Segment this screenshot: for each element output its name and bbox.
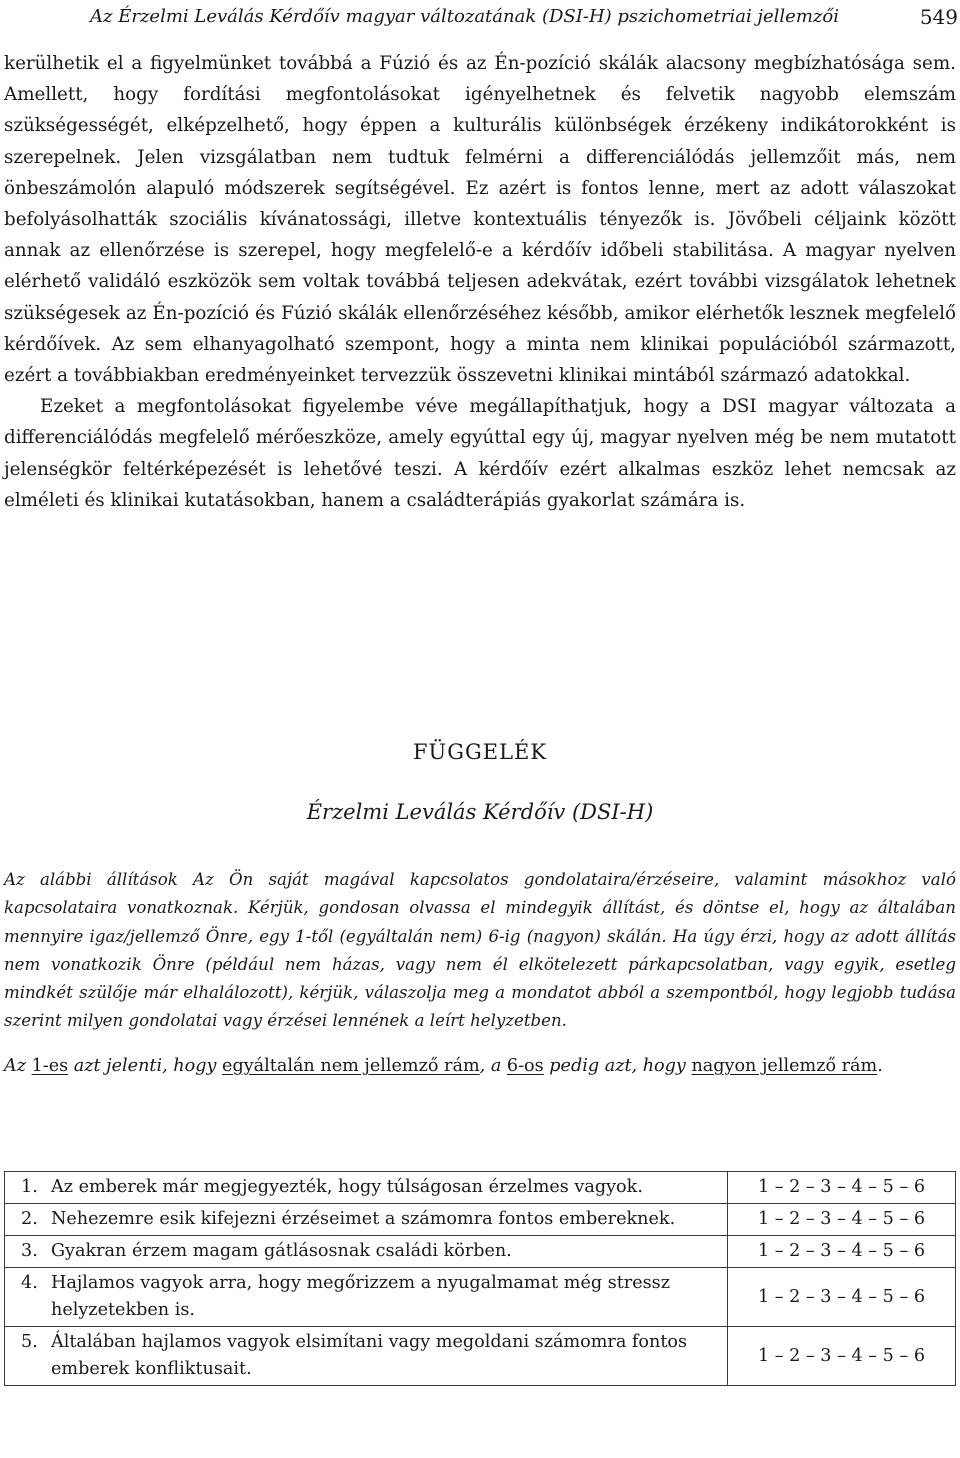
item-statement — [5, 1172, 728, 1204]
scale-note-underlined: 1-es — [31, 1056, 69, 1076]
scale-note-text: Az — [4, 1056, 32, 1076]
appendix-subtitle: Érzelmi Leválás Kérdőív (DSI-H) — [306, 800, 654, 824]
questionnaire-items-table — [4, 1171, 956, 1386]
scale-note-underlined: nagyon jellemző rám — [691, 1056, 878, 1076]
item-text: Nehezemre esik kifejezni érzéseimet a számomra fontos embereknek. — [51, 1209, 676, 1229]
item-statement — [5, 1236, 728, 1268]
table-row — [5, 1236, 956, 1268]
scale-note-text: , a — [479, 1056, 507, 1076]
table-row — [5, 1204, 956, 1236]
item-text: Hajlamos vagyok arra, hogy megőrizzem a nyugalmamat még stressz helyzetekben is. — [51, 1273, 670, 1320]
item-text: Gyakran érzem magam gátlásosnak családi körben. — [51, 1241, 512, 1261]
item-rating-scale: 1 – 2 – 3 – 4 – 5 – 6 — [728, 1236, 956, 1268]
table-row — [5, 1172, 956, 1204]
table-row — [5, 1268, 956, 1327]
scale-note-underlined: egyáltalán nem jellemző rám — [222, 1056, 480, 1076]
item-rating-scale: 1 – 2 – 3 – 4 – 5 – 6 — [728, 1327, 956, 1386]
appendix-title: FÜGGELÉK — [412, 740, 548, 764]
body-text — [4, 48, 956, 516]
scale-explanation — [4, 1052, 956, 1082]
item-rating-scale: 1 – 2 – 3 – 4 – 5 – 6 — [728, 1204, 956, 1236]
item-text: Az emberek már megjegyezték, hogy túlságosan érzelmes vagyok. — [51, 1177, 643, 1197]
item-number: 3. — [21, 1241, 38, 1261]
scale-note-text: pedig azt, hogy — [543, 1056, 692, 1076]
paragraph-1: kerülhetik el a figyelmünket továbbá a Fúzió és az Én-pozíció skálák alacsony megbízhatósága sem. Amellett, hogy fordítási megfontolásokat igényelhetnek és felvetik nagyobb elemszám szükségességét, elképzelhető, hogy éppen a kulturális különbségek érzékeny indikátorokként is szerepelnek. Jelen vizsgálatban nem tudtuk felmérni a differenciálódás jellemzőit más, nem önbeszámolón alapuló módszerek segítségével. Ez azért is fontos lenne, mert az adott válaszokat befolyásolhatták szociális kívánatossági, illetve kontextuális tényezők is. Jövőbeli céljaink között annak az ellenőrzése is szerepel, hogy megfelelő-e a kérdőív időbeli stabilitása. A magyar nyelven elérhető validáló eszközök sem voltak továbbá teljesen adekvátak, ezért további vizsgálatok lehetnek szükségesek az Én-pozíció és Fúzió skálák ellenőrzéséhez később, amikor elérhetők lesznek megfelelő kérdőívek. Az sem elhanyagolható szempont, hogy a minta nem klinikai populációból származott, ezért a továbbiakban eredményeinket tervezzük összevetni klinikai mintából származó adatokkal. — [4, 53, 956, 387]
item-text: Általában hajlamos vagyok elsimítani vagy megoldani számomra fontos emberek konfliktusait. — [51, 1332, 688, 1379]
item-rating-scale: 1 – 2 – 3 – 4 – 5 – 6 — [728, 1172, 956, 1204]
running-title: Az Érzelmi Leválás Kérdőív magyar változatának (DSI-H) pszichometriai jellemzői — [90, 6, 839, 27]
scale-note-text: . — [877, 1056, 883, 1076]
item-number: 2. — [21, 1209, 38, 1229]
paragraph-2: Ezeket a megfontolásokat figyelembe véve megállapíthatjuk, hogy a DSI magyar változata a differenciálódás megfelelő mérőeszköze, amely egyúttal egy új, magyar nyelven még be nem mutatott jelenségkör feltérképezését is lehetővé teszi. A kérdőív ezért alkalmas eszköz lehet nemcsak az elméleti és klinikai kutatásokban, hanem a családterápiás gyakorlat számára is. — [4, 396, 956, 511]
item-statement — [5, 1268, 728, 1327]
item-number: 1. — [21, 1177, 38, 1197]
scale-note-text: azt jelenti, hogy — [68, 1056, 223, 1076]
item-number: 4. — [21, 1273, 38, 1293]
scale-note-underlined: 6-os — [506, 1056, 544, 1076]
table-row — [5, 1327, 956, 1386]
item-number: 5. — [21, 1332, 38, 1352]
item-rating-scale: 1 – 2 – 3 – 4 – 5 – 6 — [728, 1268, 956, 1327]
item-statement — [5, 1204, 728, 1236]
questionnaire-instructions: Az alábbi állítások Az Ön saját magával kapcsolatos gondolataira/érzéseire, valamint másokhoz való kapcsolataira vonatkoznak. Kérjük, gondosan olvassa el mindegyik állítást, és döntse el, hogy az általában mennyire igaz/jellemző Önre, egy 1-től (egyáltalán nem) 6-ig (nagyon) skálán. Ha úgy érzi, hogy az adott állítás nem vonatkozik Önre (például nem házas, vagy nem él elkötelezett párkapcsolatban, vagy egyik, esetleg mindkét szülője már elhalálozott), kérjük, válaszolja meg a mondatot abból a szempontból, hogy legjobb tudása szerint milyen gondolatai vagy érzései lennének a leírt helyzetben. — [4, 870, 956, 1031]
item-statement — [5, 1327, 728, 1386]
page-number: 549 — [919, 5, 958, 29]
